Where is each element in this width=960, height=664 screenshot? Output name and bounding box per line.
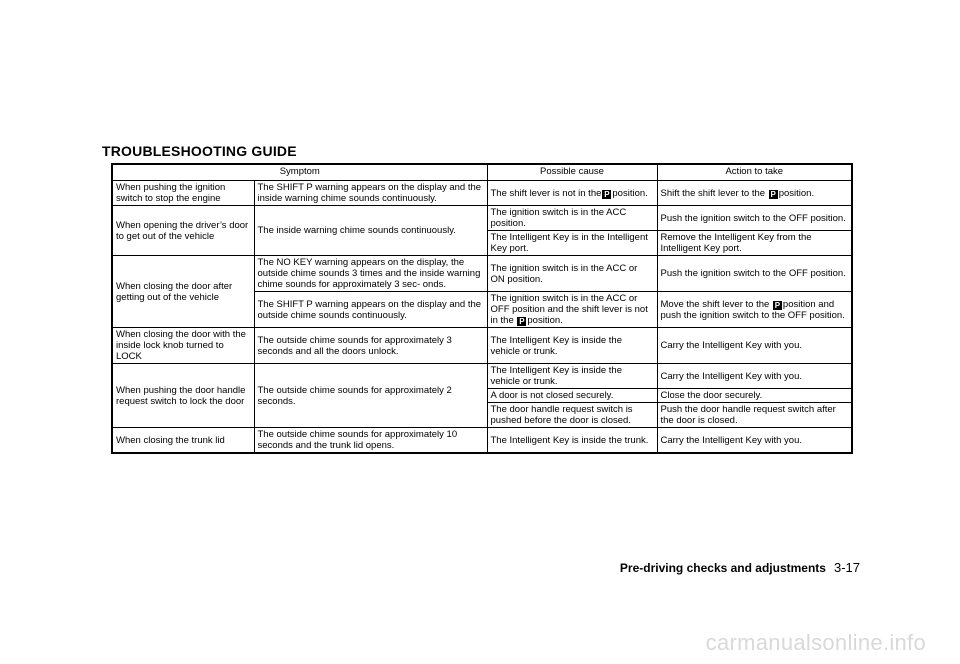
table-row xyxy=(112,206,852,231)
action-cell: Push the ignition switch to the OFF position. xyxy=(657,206,852,231)
table-row xyxy=(112,256,852,292)
action-text: Shift the shift lever to the xyxy=(660,187,766,199)
header-symptom: Symptom xyxy=(112,164,487,181)
action-cell: Push the door handle request switch after the door is closed. xyxy=(657,403,852,428)
table-row xyxy=(112,428,852,454)
cause-cell: The Intelligent Key is in the Intelligent Key port. xyxy=(487,231,657,256)
cause-text: position. xyxy=(527,315,563,326)
footer-section-title: Pre-driving checks and adjustments xyxy=(619,561,826,575)
condition-cell: The outside chime sounds for approximately 3 seconds and all the doors unlock. xyxy=(254,328,487,364)
action-cell: Carry the Intelligent Key with you. xyxy=(657,428,852,454)
watermark: carmanualsonline.info xyxy=(705,630,926,655)
cause-text: The ignition switch is in the ACC or OFF position and the shift lever is not in the xyxy=(490,293,648,326)
table-row xyxy=(112,328,852,364)
condition-cell: The SHIFT P warning appears on the display and the inside warning chime sounds continuously. xyxy=(254,181,487,206)
cause-cell: The Intelligent Key is inside the vehicle or trunk. xyxy=(487,364,657,389)
cause-cell xyxy=(487,292,657,328)
action-cell: Carry the Intelligent Key with you. xyxy=(657,364,852,389)
header-action: Action to take xyxy=(657,164,852,181)
symptom-cell: When closing the trunk lid xyxy=(112,428,254,454)
symptom-cell: When pushing the ignition switch to stop the engine xyxy=(112,181,254,206)
park-position-icon: P xyxy=(770,189,776,199)
action-cell xyxy=(657,181,852,206)
condition-cell: The outside chime sounds for approximately 10 seconds and the trunk lid opens. xyxy=(254,428,487,454)
park-position-icon: P xyxy=(519,317,525,326)
header-possible-cause: Possible cause xyxy=(487,164,657,181)
condition-cell: The NO KEY warning appears on the display, the outside chime sounds 3 times and the inside warning chime sounds for approximately 3 sec- onds. xyxy=(254,256,487,292)
cause-cell: A door is not closed securely. xyxy=(487,389,657,403)
symptom-cell: When pushing the door handle request switch to lock the door xyxy=(112,364,254,428)
action-text: Move the shift lever to the xyxy=(660,298,770,310)
page-title: TROUBLESHOOTING GUIDE xyxy=(102,143,297,159)
cause-cell: The door handle request switch is pushed before the door is closed. xyxy=(487,403,657,428)
cause-cell xyxy=(487,181,657,206)
table-row xyxy=(112,181,852,206)
cause-cell: The Intelligent Key is inside the vehicle or trunk. xyxy=(487,328,657,364)
action-text: position and push the ignition switch to the OFF position. xyxy=(660,298,845,321)
cause-cell: The ignition switch is in the ACC position. xyxy=(487,206,657,231)
cause-text: The shift lever is not in the xyxy=(490,187,602,199)
condition-cell: The SHIFT P warning appears on the display and the outside chime sounds continuously. xyxy=(254,292,487,328)
action-cell xyxy=(657,292,852,328)
cause-text: position. xyxy=(612,187,648,199)
park-position-icon: P xyxy=(774,300,781,310)
park-position-icon: P xyxy=(604,189,610,199)
condition-cell: The inside warning chime sounds continuously. xyxy=(254,206,487,256)
action-text: position. xyxy=(778,187,815,199)
table-row xyxy=(112,364,852,389)
symptom-cell: When closing the door with the inside lock knob turned to LOCK xyxy=(112,328,254,364)
troubleshooting-table xyxy=(111,163,853,454)
action-cell: Carry the Intelligent Key with you. xyxy=(657,328,852,364)
page-number: 3-17 xyxy=(833,560,860,575)
action-cell: Close the door securely. xyxy=(657,389,852,403)
condition-cell: The outside chime sounds for approximately 2 seconds. xyxy=(254,364,487,428)
table-header-row xyxy=(112,164,852,181)
action-cell: Remove the Intelligent Key from the Intelligent Key port. xyxy=(657,231,852,256)
action-cell: Push the ignition switch to the OFF position. xyxy=(657,256,852,292)
symptom-cell: When opening the driver’s door to get out of the vehicle xyxy=(112,206,254,256)
symptom-cell: When closing the door after getting out of the vehicle xyxy=(112,256,254,328)
cause-cell: The ignition switch is in the ACC or ON position. xyxy=(487,256,657,292)
cause-cell: The Intelligent Key is inside the trunk. xyxy=(487,428,657,454)
page-footer xyxy=(620,560,860,575)
